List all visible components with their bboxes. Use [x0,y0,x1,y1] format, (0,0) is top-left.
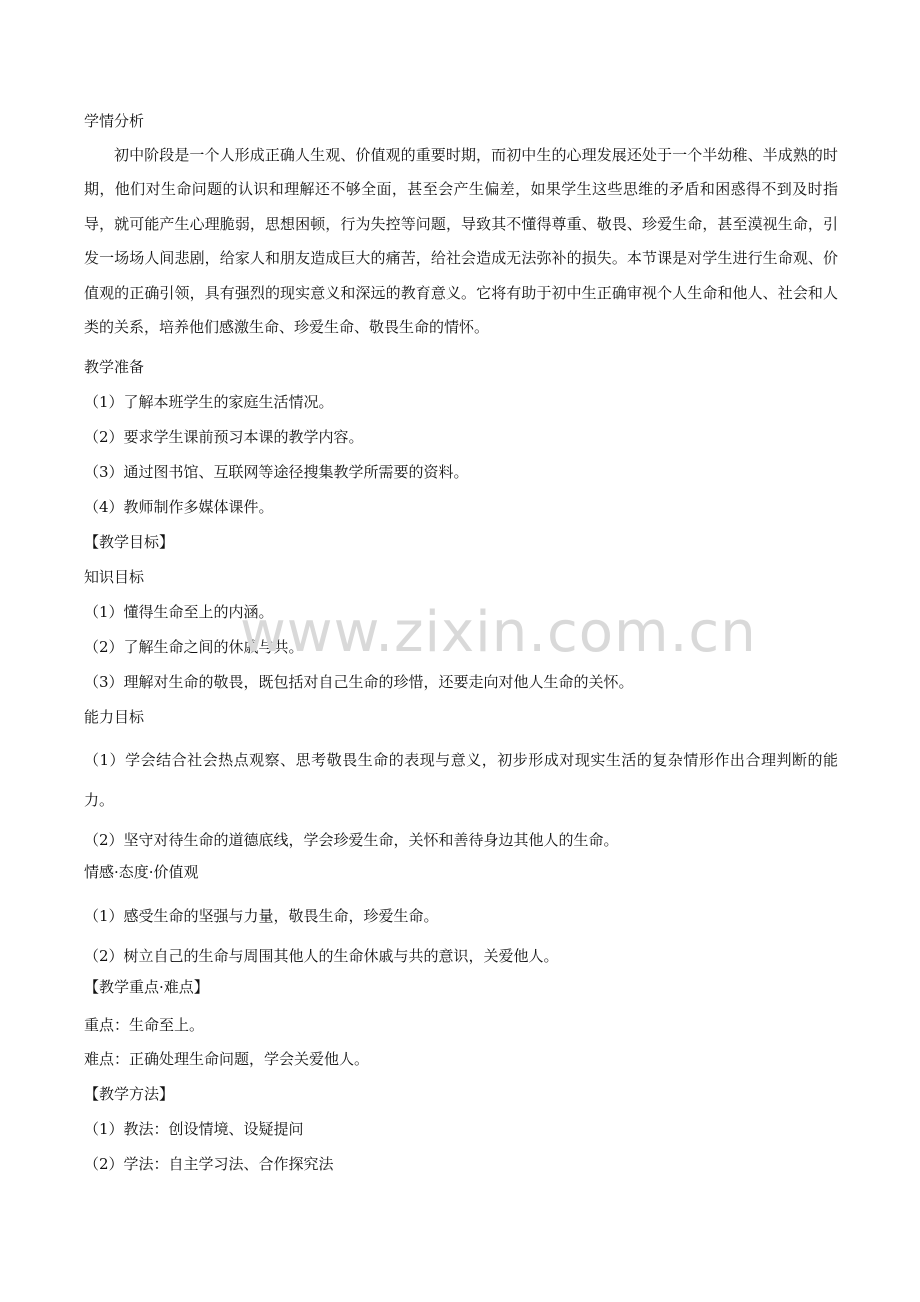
emotion-item: （2）树立自己的生命与周围其他人的生命休戚与共的意识，关爱他人。 [84,947,559,965]
preparation-heading: 教学准备 [84,358,145,376]
ability-item: （1）学会结合社会热点观察、思考敬畏生命的表现与意义，初步形成对现实生活的复杂情形作出合理判断的能力。 [84,751,838,809]
emotion-heading: 情感·态度·价值观 [84,863,199,881]
key-points-heading: 【教学重点·难点】 [84,978,209,996]
key-point-focus: 重点：生命至上。 [84,1016,205,1034]
preparation-item: （1）了解本班学生的家庭生活情况。 [84,393,334,411]
watermark: www.zixin.com.cn [240,600,757,665]
methods-heading: 【教学方法】 [84,1085,175,1103]
analysis-body: 初中阶段是一个人形成正确人生观、价值观的重要时期，而初中生的心理发展还处于一个半幼稚、半成熟的时期，他们对生命问题的认识和理解还不够全面，甚至会产生偏差，如果学生这些思维的矛盾和困惑得不到及时指导，就可能产生心理脆弱，思想困顿，行为失控等问题，导致其不懂得尊重、敬畏、珍爱生命，甚至漠视生命，引发一场场人间悲剧，给家人和朋友造成巨大的痛苦，给社会造成无法弥补的损失。本节课是对学生进行生命观、价值观的正确引领，具有强烈的现实意义和深远的教育意义。它将有助于初中生正确审视个人生命和他人、社会和人类的关系，培养他们感激生命、珍爱生命、敬畏生命的情怀。 [84,146,838,337]
knowledge-item: （1）懂得生命至上的内涵。 [84,603,274,621]
knowledge-heading: 知识目标 [84,568,145,586]
key-point-difficulty: 难点：正确处理生命问题，学会关爱他人。 [84,1050,370,1068]
preparation-item: （2）要求学生课前预习本课的教学内容。 [84,428,364,446]
ability-item: （2）坚守对待生命的道德底线，学会珍爱生命，关怀和善待身边其他人的生命。 [84,831,619,849]
method-item: （2）学法：自主学习法、合作探究法 [84,1155,334,1173]
knowledge-item: （2）了解生命之间的休戚与共。 [84,638,304,656]
preparation-item: （4）教师制作多媒体课件。 [84,498,274,516]
preparation-item: （3）通过图书馆、互联网等途径搜集教学所需要的资料。 [84,463,469,481]
emotion-item: （1）感受生命的坚强与力量，敬畏生命，珍爱生命。 [84,907,439,925]
goals-heading: 【教学目标】 [84,533,175,551]
analysis-heading: 学情分析 [84,112,145,130]
ability-heading: 能力目标 [84,708,145,726]
knowledge-item: （3）理解对生命的敬畏，既包括对自己生命的珍惜，还要走向对他人生命的关怀。 [84,673,634,691]
method-item: （1）教法：创设情境、设疑提问 [84,1120,304,1138]
